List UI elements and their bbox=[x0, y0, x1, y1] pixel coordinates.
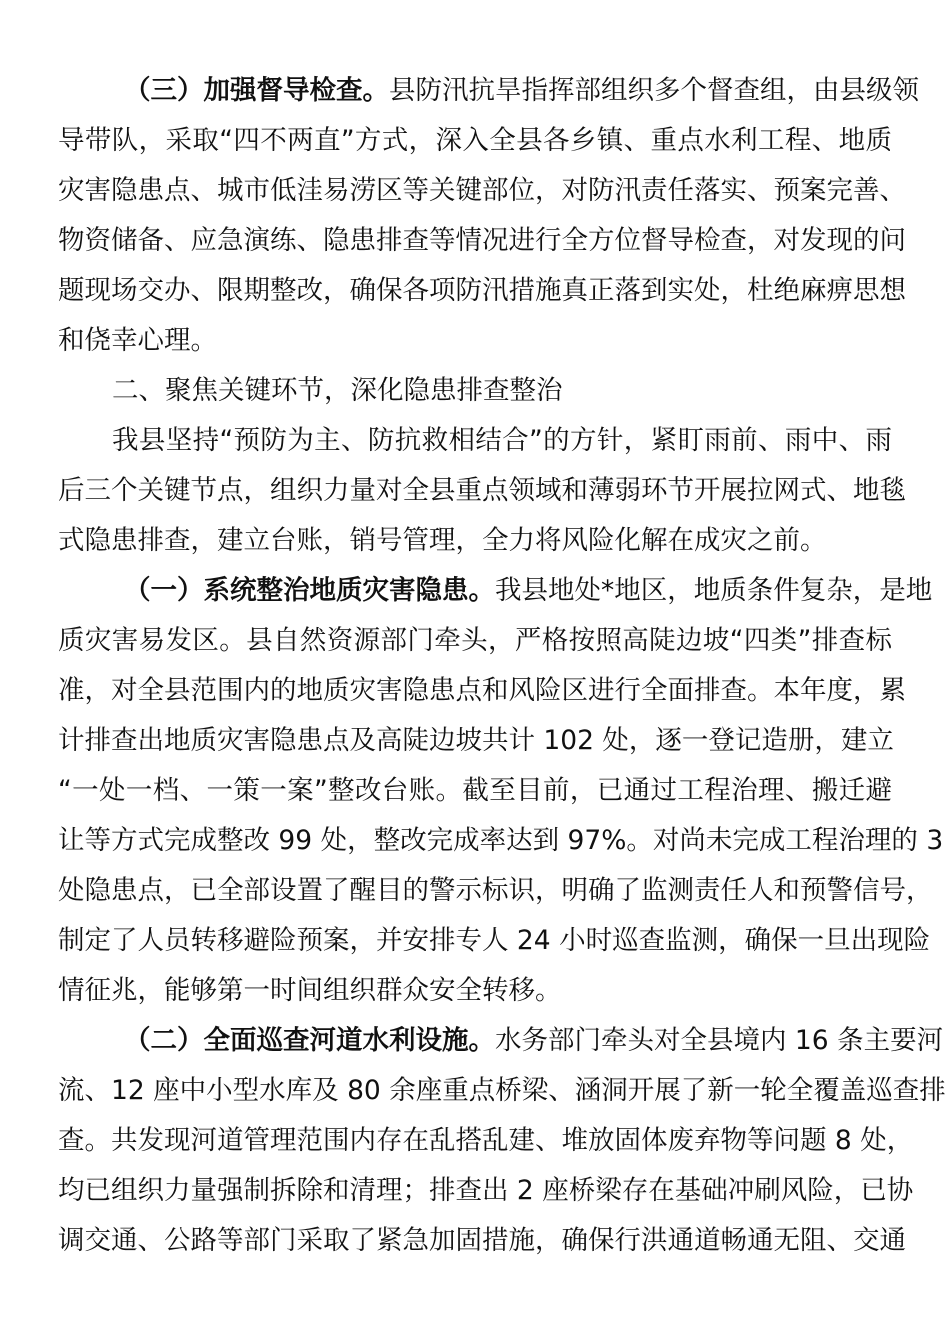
paragraph-line: （二）全面巡查河道水利设施。水务部门牵头对全县境内 16 条主要河 bbox=[124, 1025, 944, 1056]
paragraph-line: 让等方式完成整改 99 处，整改完成率达到 97%。对尚未完成工程治理的 3 bbox=[58, 825, 944, 856]
paragraph-line: 质灾害易发区。县自然资源部门牵头，严格按照高陡边坡“四类”排查标 bbox=[58, 625, 892, 656]
paragraph-line: 灾害隐患点、城市低洼易涝区等关键部位，对防汛责任落实、预案完善、 bbox=[58, 175, 906, 206]
subsection-heading: （二）全面巡查河道水利设施。 bbox=[124, 1025, 495, 1056]
paragraph-line: 准，对全县范围内的地质灾害隐患点和风险区进行全面排查。本年度，累 bbox=[58, 675, 906, 706]
paragraph-line: 处隐患点，已全部设置了醒目的警示标识，明确了监测责任人和预警信号， bbox=[58, 875, 933, 906]
section-3-paragraph bbox=[58, 66, 919, 366]
subsection-2-paragraph bbox=[58, 1016, 946, 1266]
paragraph-line: 我县坚持“预防为主、防抗救相结合”的方针，紧盯雨前、雨中、雨 bbox=[112, 425, 892, 456]
section-heading: （三）加强督导检查。 bbox=[124, 75, 389, 106]
subsection-heading: （一）系统整治地质灾害隐患。 bbox=[124, 575, 495, 606]
paragraph-line: 计排查出地质灾害隐患点及高陡边坡共计 102 处，逐一登记造册，建立 bbox=[58, 725, 894, 756]
paragraph-line: （三）加强督导检查。县防汛抗旱指挥部组织多个督查组，由县级领 bbox=[124, 75, 919, 106]
paragraph-line: 情征兆，能够第一时间组织群众安全转移。 bbox=[58, 975, 562, 1006]
paragraph-line: 物资储备、应急演练、隐患排查等情况进行全方位督导检查，对发现的问 bbox=[58, 225, 906, 256]
paragraph-line: 和侥幸心理。 bbox=[58, 325, 217, 356]
paragraph-line: 式隐患排查，建立台账，销号管理，全力将风险化解在成灾之前。 bbox=[58, 525, 827, 556]
paragraph-line: 均已组织力量强制拆除和清理；排查出 2 座桥梁存在基础冲刷风险，已协 bbox=[58, 1175, 914, 1206]
part-2-intro-paragraph bbox=[58, 416, 906, 566]
paragraph-line: 流、12 座中小型水库及 80 余座重点桥梁、涵洞开展了新一轮全覆盖巡查排 bbox=[58, 1075, 946, 1106]
paragraph-line: 题现场交办、限期整改，确保各项防汛措施真正落到实处，杜绝麻痹思想 bbox=[58, 275, 906, 306]
paragraph-line: “一处一档、一策一案”整改台账。截至目前，已通过工程治理、搬迁避 bbox=[58, 775, 892, 806]
paragraph-line: 调交通、公路等部门采取了紧急加固措施，确保行洪通道畅通无阻、交通 bbox=[58, 1225, 906, 1256]
subsection-1-paragraph bbox=[58, 566, 944, 1016]
document-page bbox=[58, 66, 946, 1266]
paragraph-line: （一）系统整治地质灾害隐患。我县地处*地区，地质条件复杂，是地 bbox=[124, 575, 933, 606]
paragraph-line: 制定了人员转移避险预案，并安排专人 24 小时巡查监测，确保一旦出现险 bbox=[58, 925, 931, 956]
paragraph-line: 查。共发现河道管理范围内存在乱搭乱建、堆放固体废弃物等问题 8 处， bbox=[58, 1125, 914, 1156]
part-2-title: 二、聚焦关键环节，深化隐患排查整治 bbox=[112, 375, 563, 406]
paragraph-line: 导带队，采取“四不两直”方式，深入全县各乡镇、重点水利工程、地质 bbox=[58, 125, 892, 156]
paragraph-line: 后三个关键节点，组织力量对全县重点领域和薄弱环节开展拉网式、地毯 bbox=[58, 475, 906, 506]
